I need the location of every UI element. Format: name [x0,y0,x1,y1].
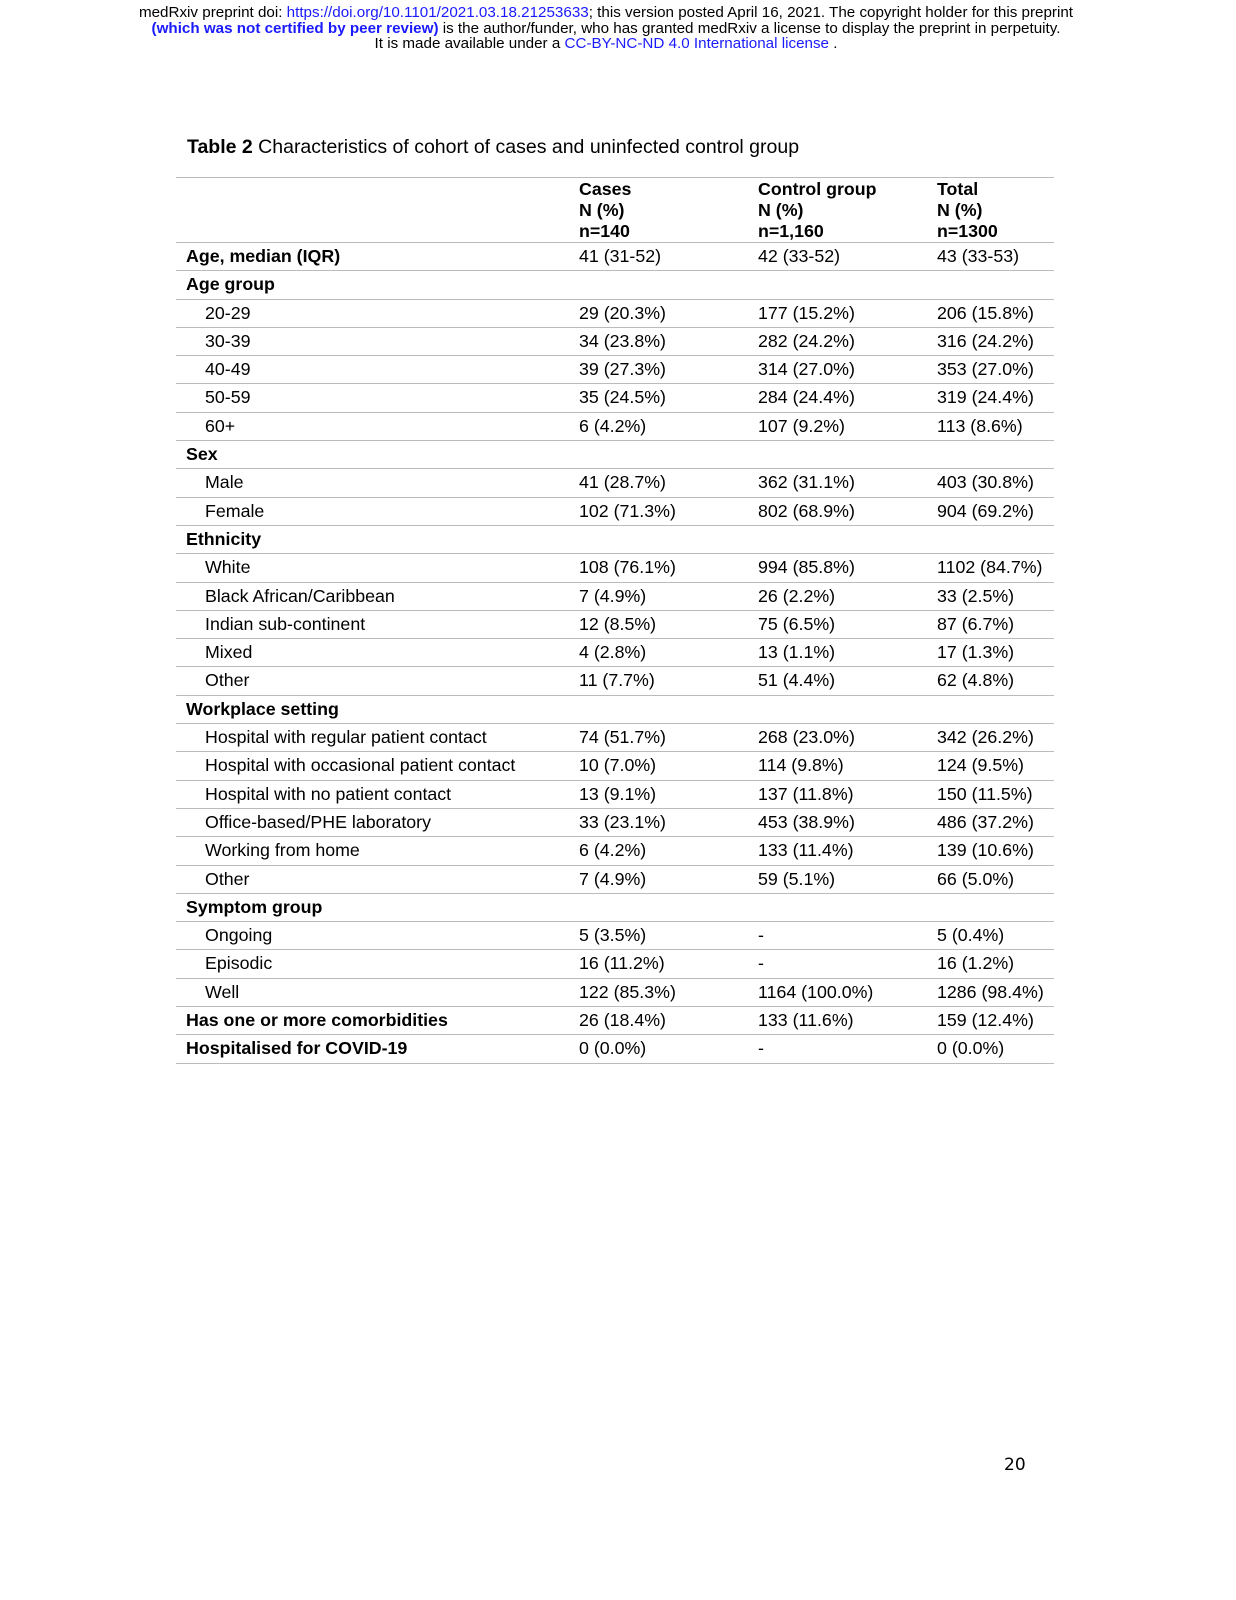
row-label: Hospital with occasional patient contact [176,752,579,780]
doi-link[interactable]: https://doi.org/10.1101/2021.03.18.21253633 [286,4,589,21]
total-value: 16 (1.2%) [937,950,1054,978]
cases-value: 29 (20.3%) [579,299,758,327]
cases-value: 12 (8.5%) [579,610,758,638]
row-label: Hospitalised for COVID-19 [176,1035,579,1063]
preprint-header [0,5,1212,52]
control-value [758,695,937,723]
table-section-row [176,271,1054,299]
cases-value: 4 (2.8%) [579,639,758,667]
row-label: Mixed [176,639,579,667]
cases-value: 34 (23.8%) [579,327,758,355]
total-value: 17 (1.3%) [937,639,1054,667]
characteristics-table [176,177,1054,1064]
control-value: 282 (24.2%) [758,327,937,355]
control-value [758,441,937,469]
table-row [176,356,1054,384]
table-title: Characteristics of cohort of cases and uninfected control group [252,136,800,158]
total-value: 403 (30.8%) [937,469,1054,497]
row-label: Well [176,978,579,1006]
control-value: - [758,922,937,950]
control-value: 133 (11.4%) [758,837,937,865]
total-value: 1102 (84.7%) [937,554,1054,582]
cases-value: 26 (18.4%) [579,1007,758,1035]
column-title: Control group [758,179,877,199]
total-value: 353 (27.0%) [937,356,1054,384]
cases-value: 16 (11.2%) [579,950,758,978]
column-header-total [937,178,1054,243]
row-label: Female [176,497,579,525]
table-label: Table 2 [187,136,253,158]
row-label: 20-29 [176,299,579,327]
row-label: Ongoing [176,922,579,950]
table-row [176,299,1054,327]
column-unit: N (%) [579,200,625,220]
row-label: Other [176,667,579,695]
row-label: Age, median (IQR) [176,243,579,271]
control-value: 314 (27.0%) [758,356,937,384]
cases-value: 39 (27.3%) [579,356,758,384]
cases-value: 0 (0.0%) [579,1035,758,1063]
table-row [176,808,1054,836]
table-row [176,724,1054,752]
header-text: . [829,35,838,53]
table-section-row [176,243,1054,271]
row-label: 60+ [176,412,579,440]
table-row [176,950,1054,978]
cases-value: 33 (23.1%) [579,808,758,836]
row-label: Workplace setting [176,695,579,723]
table-section-row [176,441,1054,469]
table-row [176,384,1054,412]
cases-value: 41 (28.7%) [579,469,758,497]
cases-value: 6 (4.2%) [579,412,758,440]
table-section-row [176,525,1054,553]
total-value: 150 (11.5%) [937,780,1054,808]
control-value: 1164 (100.0%) [758,978,937,1006]
row-label: Other [176,865,579,893]
cases-value: 5 (3.5%) [579,922,758,950]
header-text: is the author/funder, who has granted medRxiv a license to display the preprint in perpetuity. [438,19,1061,37]
peer-review-notice: (which was not certified by peer review) [151,19,439,37]
cases-value: 41 (31-52) [579,243,758,271]
table-row [176,582,1054,610]
table-caption [187,136,799,159]
cases-value [579,893,758,921]
column-title: Cases [579,179,632,199]
table-row [176,554,1054,582]
table-row [176,780,1054,808]
row-label: 30-39 [176,327,579,355]
total-value [937,441,1054,469]
row-label: Working from home [176,837,579,865]
total-value: 159 (12.4%) [937,1007,1054,1035]
total-value [937,271,1054,299]
control-value [758,271,937,299]
row-label: White [176,554,579,582]
table-body [176,243,1054,1064]
table-header-row [176,178,1054,243]
control-value: 137 (11.8%) [758,780,937,808]
total-value: 319 (24.4%) [937,384,1054,412]
total-value: 342 (26.2%) [937,724,1054,752]
cases-value [579,271,758,299]
control-value: 362 (31.1%) [758,469,937,497]
table-row [176,865,1054,893]
control-value: 802 (68.9%) [758,497,937,525]
control-value: 75 (6.5%) [758,610,937,638]
total-value: 87 (6.7%) [937,610,1054,638]
total-value: 486 (37.2%) [937,808,1054,836]
total-value: 124 (9.5%) [937,752,1054,780]
row-label: Office-based/PHE laboratory [176,808,579,836]
row-label: Hospital with regular patient contact [176,724,579,752]
cases-value: 7 (4.9%) [579,582,758,610]
control-value: 177 (15.2%) [758,299,937,327]
row-label: Hospital with no patient contact [176,780,579,808]
column-n: n=140 [579,221,630,241]
table-row [176,327,1054,355]
total-value: 66 (5.0%) [937,865,1054,893]
header-text: It is made available under a [374,35,565,53]
table-row [176,667,1054,695]
table-section-row [176,893,1054,921]
table-row [176,978,1054,1006]
header-text: medRxiv preprint doi: [138,4,287,21]
control-value: 994 (85.8%) [758,554,937,582]
total-value: 316 (24.2%) [937,327,1054,355]
cases-value: 7 (4.9%) [579,865,758,893]
table-section-row [176,1035,1054,1063]
row-label: Sex [176,441,579,469]
column-unit: N (%) [937,200,983,220]
control-value: 268 (23.0%) [758,724,937,752]
cases-value: 108 (76.1%) [579,554,758,582]
control-value: 13 (1.1%) [758,639,937,667]
page-number: 20 [1004,1455,1026,1475]
row-label: Male [176,469,579,497]
column-unit: N (%) [758,200,804,220]
total-value [937,525,1054,553]
column-header-cases [579,178,758,243]
table-row [176,837,1054,865]
control-value [758,893,937,921]
column-n: n=1,160 [758,221,824,241]
cases-value: 35 (24.5%) [579,384,758,412]
row-label: Age group [176,271,579,299]
total-value: 33 (2.5%) [937,582,1054,610]
control-value [758,525,937,553]
cases-value: 6 (4.2%) [579,837,758,865]
total-value [937,893,1054,921]
table-section-row [176,695,1054,723]
cases-value: 122 (85.3%) [579,978,758,1006]
control-value: 26 (2.2%) [758,582,937,610]
cases-value [579,441,758,469]
control-value: - [758,1035,937,1063]
column-header-label [176,178,579,243]
control-value: 284 (24.4%) [758,384,937,412]
cases-value: 74 (51.7%) [579,724,758,752]
control-value: 51 (4.4%) [758,667,937,695]
total-value: 43 (33-53) [937,243,1054,271]
row-label: Symptom group [176,893,579,921]
cases-value: 102 (71.3%) [579,497,758,525]
cases-value: 13 (9.1%) [579,780,758,808]
row-label: Episodic [176,950,579,978]
cases-value [579,525,758,553]
table-row [176,610,1054,638]
table-section-row [176,1007,1054,1035]
total-value: 206 (15.8%) [937,299,1054,327]
table-row [176,412,1054,440]
total-value: 5 (0.4%) [937,922,1054,950]
column-n: n=1300 [937,221,998,241]
table-row [176,922,1054,950]
total-value [937,695,1054,723]
header-text: ; this version posted April 16, 2021. The copyright holder for this preprint [588,4,1074,21]
license-link[interactable]: CC-BY-NC-ND 4.0 International license [564,35,829,53]
table-row [176,752,1054,780]
total-value: 113 (8.6%) [937,412,1054,440]
cases-value [579,695,758,723]
row-label: Has one or more comorbidities [176,1007,579,1035]
control-value: 59 (5.1%) [758,865,937,893]
table-row [176,469,1054,497]
control-value: 453 (38.9%) [758,808,937,836]
cases-value: 10 (7.0%) [579,752,758,780]
control-value: 42 (33-52) [758,243,937,271]
total-value: 139 (10.6%) [937,837,1054,865]
total-value: 904 (69.2%) [937,497,1054,525]
cases-value: 11 (7.7%) [579,667,758,695]
row-label: 50-59 [176,384,579,412]
row-label: Ethnicity [176,525,579,553]
column-title: Total [937,179,979,199]
control-value: 114 (9.8%) [758,752,937,780]
total-value: 1286 (98.4%) [937,978,1054,1006]
table-row [176,639,1054,667]
row-label: Black African/Caribbean [176,582,579,610]
column-header-control [758,178,937,243]
control-value: 133 (11.6%) [758,1007,937,1035]
control-value: - [758,950,937,978]
total-value: 0 (0.0%) [937,1035,1054,1063]
row-label: 40-49 [176,356,579,384]
row-label: Indian sub-continent [176,610,579,638]
control-value: 107 (9.2%) [758,412,937,440]
table-row [176,497,1054,525]
total-value: 62 (4.8%) [937,667,1054,695]
